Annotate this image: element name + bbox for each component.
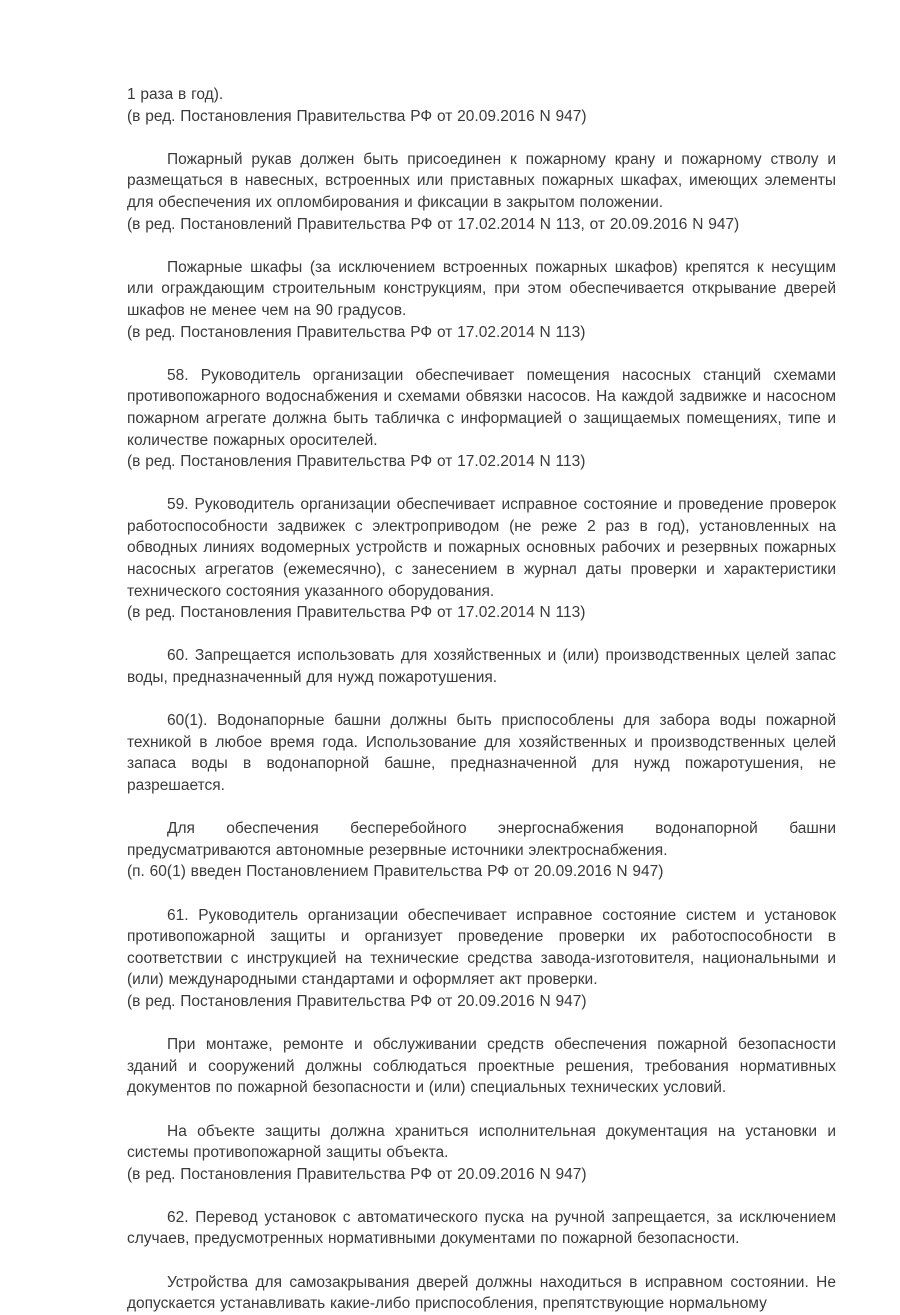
document-paragraph: 1 раза в год). xyxy=(127,86,224,103)
document-text-block xyxy=(127,84,836,1315)
amendment-note: (в ред. Постановления Правительства РФ от 17.02.2014 N 113) xyxy=(127,453,586,471)
document-paragraph: 62. Перевод установок с автоматического пуска на ручной запрещается, за исключением случаев, предусмотренных нормативными документами по пожарной безопасности. xyxy=(127,1208,836,1248)
amendment-note: (в ред. Постановления Правительства РФ от 20.09.2016 N 947) xyxy=(127,107,587,125)
document-paragraph: 61. Руководитель организации обеспечивает исправное состояние систем и установок противопожарной защиты и организует проведение проверки их работоспособности в соответствии с инструкцией на технические средства завода-изготовителя, национальными и (или) международными стандартами и оформляет акт проверки. xyxy=(127,906,836,989)
document-paragraph: Пожарный рукав должен быть присоединен к пожарному крану и пожарному стволу и размещаться в навесных, встроенных или приставных пожарных шкафах, имеющих элементы для обеспечения их опломбирования и фиксации в закрытом положении. xyxy=(127,150,836,211)
document-paragraph: Для обеспечения бесперебойного энергоснабжения водонапорной башни предусматриваются автономные резервные источники электроснабжения. xyxy=(127,820,836,859)
document-paragraph: 58. Руководитель организации обеспечивает помещения насосных станций схемами противопожарного водоснабжения и схемами обвязки насосов. На каждой задвижке и насосном пожарном агрегате должна быть табличка с информацией о защищаемых помещениях, типе и количестве пожарных оросителей. xyxy=(127,366,836,449)
document-paragraph: 60(1). Водонапорные башни должны быть приспособлены для забора воды пожарной техникой в любое время года. Использование для хозяйственных и производственных целей запаса воды в водонапорной башне, предназначенной для нужд пожаротушения, не разрешается. xyxy=(127,712,836,794)
document-paragraph: 59. Руководитель организации обеспечивает исправное состояние и проведение проверок работоспособности задвижек с электроприводом (не реже 2 раз в год), установленных на обводных линиях водомерных устройств и пожарных основных рабочих и резервных пожарных насосных агрегатов (ежемесячно), с занесением в журнал даты проверки и характеристики технического состояния указанного оборудования. xyxy=(127,496,836,600)
amendment-note: (в ред. Постановлений Правительства РФ от 17.02.2014 N 113, от 20.09.2016 N 947) xyxy=(127,215,740,233)
document-paragraph: При монтаже, ремонте и обслуживании средств обеспечения пожарной безопасности зданий и сооружений должны соблюдаться проектные решения, требования нормативных документов по пожарной безопасности и (или) специальных технических условий. xyxy=(127,1036,836,1097)
amendment-note: (в ред. Постановления Правительства РФ от 17.02.2014 N 113) xyxy=(127,604,586,622)
amendment-note: (п. 60(1) введен Постановлением Правительства РФ от 20.09.2016 N 947) xyxy=(127,863,664,881)
amendment-note: (в ред. Постановления Правительства РФ от 17.02.2014 N 113) xyxy=(127,323,586,341)
amendment-note: (в ред. Постановления Правительства РФ от 20.09.2016 N 947) xyxy=(127,1165,587,1183)
amendment-note: (в ред. Постановления Правительства РФ от 20.09.2016 N 947) xyxy=(127,992,587,1010)
document-paragraph: 60. Запрещается использовать для хозяйственных и (или) производственных целей запас воды, предназначенный для нужд пожаротушения. xyxy=(127,647,836,687)
document-paragraph: Пожарные шкафы (за исключением встроенных пожарных шкафов) крепятся к несущим или ограждающим строительным конструкциям, при этом обеспечивается открывание дверей шкафов не менее чем на 90 градусов. xyxy=(127,258,836,319)
document-paragraph: Устройства для самозакрывания дверей должны находиться в исправном состоянии. Не допускается устанавливать какие-либо приспособления, препятствующие нормальному xyxy=(127,1273,836,1313)
document-paragraph: На объекте защиты должна храниться исполнительная документация на установки и системы противопожарной защиты объекта. xyxy=(127,1122,836,1162)
